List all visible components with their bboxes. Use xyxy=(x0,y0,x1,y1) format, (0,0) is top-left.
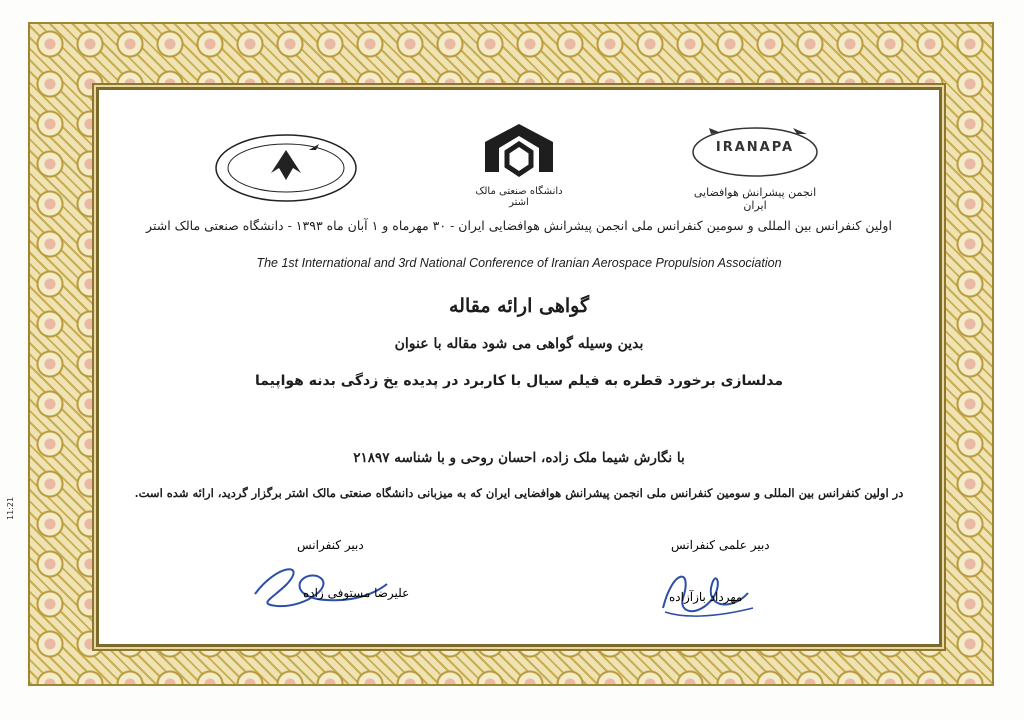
right-signature-block xyxy=(647,538,817,628)
left-signer-role: دبیر کنفرانس xyxy=(297,538,364,552)
margin-note xyxy=(4,496,18,680)
right-signature-mark xyxy=(653,548,763,623)
margin-note-text: 11:21 xyxy=(6,496,15,520)
left-signature-block xyxy=(247,538,417,628)
association-seal-logo xyxy=(211,128,361,208)
certificate-panel xyxy=(96,87,942,647)
paper-title: مدلسازی برخورد قطره به فیلم سیال با کاربرد در پدیده یخ زدگی بدنه هواپیما xyxy=(254,373,784,389)
university-logo xyxy=(469,120,569,208)
conference-title-en: The 1st International and 3rd National Conference of Iranian Aerospace Propulsion Association xyxy=(256,256,782,270)
right-signer-name: مهرداد بازآزاده xyxy=(669,590,743,604)
university-name: دانشگاه صنعتی مالک اشتر xyxy=(475,186,563,208)
left-signer-name: علیرضا مستوفی زاده xyxy=(303,586,410,600)
iranapa-wordmark: IRANAPA xyxy=(715,140,795,155)
conference-title-fa: اولین کنفرانس بین المللی و سومین کنفرانس ملی انجمن پیشرانش هوافضایی ایران - ۳۰ مهرماه و ۱ آبان ماه ۱۳۹۳ - دانشگاه صنعتی مالک اشتر xyxy=(146,218,892,233)
iranapa-caption: انجمن پیشرانش هوافضایی ایران xyxy=(693,186,817,212)
authors-line: با نگارش شیما ملک زاده، احسان روحی و با شناسه ۲۱۸۹۷ xyxy=(353,450,685,466)
right-signer-role: دبیر علمی کنفرانس xyxy=(671,538,770,552)
certificate-statement: در اولین کنفرانس بین المللی و سومین کنفرانس ملی انجمن پیشرانش هوافضایی ایران که به میزبانی دانشگاه صنعتی مالک اشتر برگزار گردید، ارائه شده است. xyxy=(134,486,904,500)
certificate-intro: بدین وسیله گواهی می شود مقاله با عنوان xyxy=(394,336,644,352)
iranapa-logo xyxy=(685,118,825,210)
certificate-title: گواهی ارائه مقاله xyxy=(449,295,589,317)
left-signature-mark xyxy=(247,554,397,614)
